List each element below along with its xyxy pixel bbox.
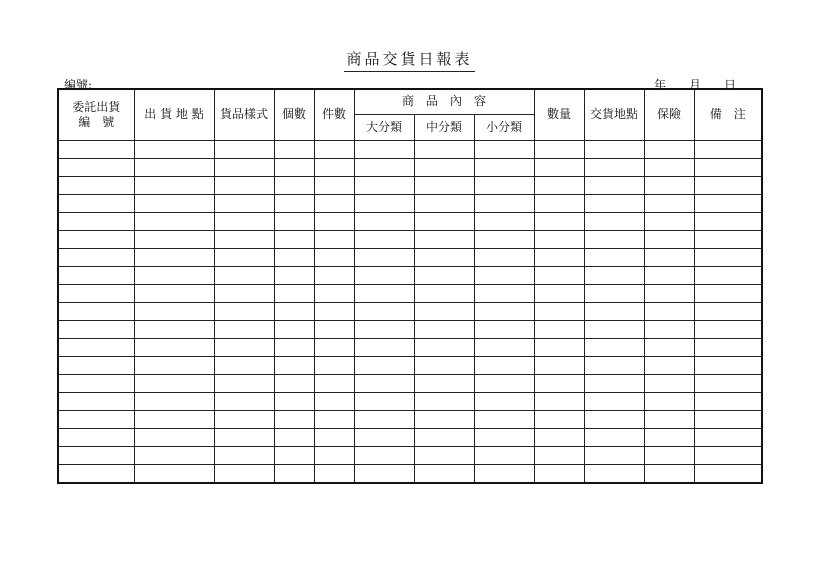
table-row (58, 176, 762, 194)
table-cell[interactable] (58, 410, 134, 428)
table-row (58, 212, 762, 230)
month-label: 月 (689, 78, 702, 92)
table-cell[interactable] (694, 284, 762, 302)
table-cell[interactable] (58, 428, 134, 446)
table-cell[interactable] (474, 248, 534, 266)
table-cell[interactable] (58, 176, 134, 194)
table-cell[interactable] (354, 248, 414, 266)
table-cell[interactable] (134, 194, 214, 212)
header-insurance: 保險 (644, 89, 694, 140)
table-cell[interactable] (58, 320, 134, 338)
table-cell[interactable] (414, 392, 474, 410)
table-cell[interactable] (214, 356, 274, 374)
table-cell[interactable] (414, 374, 474, 392)
table-row (58, 158, 762, 176)
table-cell[interactable] (314, 356, 354, 374)
table-cell[interactable] (414, 338, 474, 356)
table-cell[interactable] (414, 176, 474, 194)
table-row (58, 338, 762, 356)
table-cell[interactable] (314, 392, 354, 410)
table-cell[interactable] (474, 212, 534, 230)
table-cell[interactable] (474, 392, 534, 410)
table-cell[interactable] (644, 446, 694, 464)
table-row (58, 266, 762, 284)
table-cell[interactable] (584, 446, 644, 464)
table-cell[interactable] (534, 446, 584, 464)
table-row (58, 464, 762, 483)
table-cell[interactable] (274, 356, 314, 374)
table-cell[interactable] (584, 284, 644, 302)
table-cell[interactable] (274, 212, 314, 230)
table-cell[interactable] (134, 212, 214, 230)
table-cell[interactable] (58, 446, 134, 464)
table-row (58, 320, 762, 338)
page-title (0, 48, 819, 72)
table-cell[interactable] (134, 428, 214, 446)
table-cell[interactable] (354, 428, 414, 446)
table-cell[interactable] (474, 266, 534, 284)
table-cell[interactable] (584, 248, 644, 266)
header-items: 件數 (314, 89, 354, 140)
table-cell[interactable] (534, 464, 584, 483)
table-row (58, 428, 762, 446)
table-cell[interactable] (214, 140, 274, 158)
table-cell[interactable] (274, 248, 314, 266)
table-cell[interactable] (474, 302, 534, 320)
table-cell[interactable] (414, 230, 474, 248)
table-cell[interactable] (314, 158, 354, 176)
header-consignment-no-line2: 編 號 (78, 114, 115, 129)
table-cell[interactable] (414, 158, 474, 176)
table-cell[interactable] (474, 194, 534, 212)
table-cell[interactable] (214, 284, 274, 302)
table-cell[interactable] (584, 464, 644, 483)
table-cell[interactable] (474, 464, 534, 483)
table-cell[interactable] (58, 140, 134, 158)
table-row (58, 194, 762, 212)
table-cell[interactable] (314, 428, 354, 446)
header-contents-group: 商 品 內 容 (354, 89, 534, 114)
table-cell[interactable] (274, 176, 314, 194)
table-cell[interactable] (534, 338, 584, 356)
table-cell[interactable] (134, 302, 214, 320)
table-cell[interactable] (354, 230, 414, 248)
table-cell[interactable] (644, 212, 694, 230)
table-cell[interactable] (314, 266, 354, 284)
table-cell[interactable] (534, 302, 584, 320)
table-cell[interactable] (214, 158, 274, 176)
table-cell[interactable] (274, 338, 314, 356)
table-row (58, 140, 762, 158)
table-cell[interactable] (534, 428, 584, 446)
table-cell[interactable] (134, 284, 214, 302)
table-cell[interactable] (694, 356, 762, 374)
table-cell[interactable] (214, 374, 274, 392)
table-cell[interactable] (134, 140, 214, 158)
table-cell[interactable] (474, 374, 534, 392)
table-cell[interactable] (474, 428, 534, 446)
table-cell[interactable] (354, 266, 414, 284)
table-cell[interactable] (134, 230, 214, 248)
table-cell[interactable] (694, 212, 762, 230)
table-cell[interactable] (354, 464, 414, 483)
table-cell[interactable] (274, 428, 314, 446)
table-cell[interactable] (354, 338, 414, 356)
table-cell[interactable] (58, 284, 134, 302)
table-cell[interactable] (584, 392, 644, 410)
header-middle-category: 中分類 (414, 114, 474, 140)
table-cell[interactable] (694, 464, 762, 483)
table-cell[interactable] (314, 176, 354, 194)
table-cell[interactable] (354, 140, 414, 158)
table-cell[interactable] (354, 410, 414, 428)
table-cell[interactable] (474, 410, 534, 428)
table-cell[interactable] (644, 230, 694, 248)
table-cell[interactable] (214, 266, 274, 284)
table-cell[interactable] (134, 374, 214, 392)
delivery-report-table (57, 88, 763, 484)
table-cell[interactable] (354, 302, 414, 320)
table-cell[interactable] (414, 284, 474, 302)
table-cell[interactable] (354, 284, 414, 302)
table-cell[interactable] (414, 320, 474, 338)
table-cell[interactable] (354, 320, 414, 338)
table-cell[interactable] (584, 302, 644, 320)
table-cell[interactable] (414, 302, 474, 320)
table-cell[interactable] (414, 428, 474, 446)
table-row (58, 302, 762, 320)
table-cell[interactable] (474, 284, 534, 302)
table-cell[interactable] (134, 464, 214, 483)
table-cell[interactable] (214, 248, 274, 266)
table-cell[interactable] (214, 302, 274, 320)
table-cell[interactable] (534, 248, 584, 266)
table-cell[interactable] (644, 338, 694, 356)
table-cell[interactable] (354, 158, 414, 176)
table-row (58, 374, 762, 392)
table-cell[interactable] (644, 266, 694, 284)
table-cell[interactable] (644, 302, 694, 320)
table-cell[interactable] (134, 356, 214, 374)
table-cell[interactable] (584, 176, 644, 194)
table-cell[interactable] (414, 212, 474, 230)
table-cell[interactable] (414, 410, 474, 428)
table-cell[interactable] (314, 446, 354, 464)
header-shipping-place: 出 貨 地 點 (134, 89, 214, 140)
table-cell[interactable] (274, 230, 314, 248)
table-cell[interactable] (214, 464, 274, 483)
table-cell[interactable] (474, 140, 534, 158)
table-cell[interactable] (694, 428, 762, 446)
table-cell[interactable] (534, 320, 584, 338)
table-cell[interactable] (214, 230, 274, 248)
table-cell[interactable] (644, 284, 694, 302)
table-cell[interactable] (584, 338, 644, 356)
table-cell[interactable] (584, 356, 644, 374)
table-cell[interactable] (694, 140, 762, 158)
table-cell[interactable] (644, 320, 694, 338)
table-cell[interactable] (414, 194, 474, 212)
table-row (58, 230, 762, 248)
header-remarks: 備 注 (694, 89, 762, 140)
table-cell[interactable] (314, 338, 354, 356)
table-cell[interactable] (644, 140, 694, 158)
table-cell[interactable] (274, 284, 314, 302)
table-cell[interactable] (314, 140, 354, 158)
table-cell[interactable] (414, 248, 474, 266)
table-cell[interactable] (58, 464, 134, 483)
day-label: 日 (724, 78, 737, 92)
table-cell[interactable] (134, 266, 214, 284)
table-cell[interactable] (414, 140, 474, 158)
table-body (58, 140, 762, 483)
table-cell[interactable] (584, 158, 644, 176)
table-cell[interactable] (474, 320, 534, 338)
table-cell[interactable] (644, 392, 694, 410)
table-cell[interactable] (534, 410, 584, 428)
table-cell[interactable] (474, 176, 534, 194)
table-cell[interactable] (314, 320, 354, 338)
table-cell[interactable] (534, 176, 584, 194)
table-cell[interactable] (534, 266, 584, 284)
table-cell[interactable] (58, 392, 134, 410)
table-cell[interactable] (584, 428, 644, 446)
table-cell[interactable] (584, 320, 644, 338)
table-cell[interactable] (644, 374, 694, 392)
table-cell[interactable] (644, 356, 694, 374)
table-cell[interactable] (694, 176, 762, 194)
number-label: 編號: (64, 78, 93, 92)
header-minor-category: 小分類 (474, 114, 534, 140)
table-cell[interactable] (314, 194, 354, 212)
table-cell[interactable] (274, 266, 314, 284)
table-cell[interactable] (694, 374, 762, 392)
table-cell[interactable] (134, 446, 214, 464)
table-cell[interactable] (214, 338, 274, 356)
table-cell[interactable] (134, 158, 214, 176)
table-cell[interactable] (314, 410, 354, 428)
table-cell[interactable] (58, 356, 134, 374)
table-cell[interactable] (474, 158, 534, 176)
table-row (58, 410, 762, 428)
table-cell[interactable] (584, 266, 644, 284)
table-cell[interactable] (534, 212, 584, 230)
table-cell[interactable] (644, 464, 694, 483)
table-cell[interactable] (694, 266, 762, 284)
table-cell[interactable] (314, 212, 354, 230)
table-cell[interactable] (214, 212, 274, 230)
header-consignment-no-line1: 委託出貨 (72, 99, 121, 114)
table-cell[interactable] (694, 302, 762, 320)
table-cell[interactable] (354, 356, 414, 374)
header-major-category: 大分類 (354, 114, 414, 140)
table-cell[interactable] (134, 392, 214, 410)
table-cell[interactable] (534, 392, 584, 410)
table-cell[interactable] (58, 302, 134, 320)
table-cell[interactable] (694, 410, 762, 428)
table-cell[interactable] (584, 230, 644, 248)
table-cell[interactable] (354, 446, 414, 464)
table-cell[interactable] (354, 176, 414, 194)
table-cell[interactable] (274, 392, 314, 410)
table-cell[interactable] (274, 140, 314, 158)
table-cell[interactable] (534, 158, 584, 176)
table-cell[interactable] (534, 374, 584, 392)
table-cell[interactable] (584, 374, 644, 392)
header-quantity: 數量 (534, 89, 584, 140)
table-cell[interactable] (414, 356, 474, 374)
header-consignment-no (58, 89, 134, 140)
table-cell[interactable] (134, 176, 214, 194)
table-cell[interactable] (274, 410, 314, 428)
table-row (58, 248, 762, 266)
table-cell[interactable] (534, 194, 584, 212)
table-cell[interactable] (534, 230, 584, 248)
table-cell[interactable] (644, 248, 694, 266)
table-cell[interactable] (474, 446, 534, 464)
header-pieces: 個數 (274, 89, 314, 140)
table-cell[interactable] (134, 248, 214, 266)
table-cell[interactable] (58, 158, 134, 176)
table-row (58, 284, 762, 302)
table-cell[interactable] (474, 230, 534, 248)
table-cell[interactable] (354, 212, 414, 230)
table-cell[interactable] (58, 338, 134, 356)
table-cell[interactable] (314, 230, 354, 248)
table-cell[interactable] (214, 194, 274, 212)
table-cell[interactable] (314, 464, 354, 483)
table-cell[interactable] (214, 392, 274, 410)
table-cell[interactable] (314, 302, 354, 320)
table-cell[interactable] (314, 284, 354, 302)
table-cell[interactable] (274, 320, 314, 338)
table-cell[interactable] (474, 338, 534, 356)
table-cell[interactable] (584, 212, 644, 230)
table-cell[interactable] (644, 194, 694, 212)
table-cell[interactable] (584, 410, 644, 428)
header-goods-style: 貨品樣式 (214, 89, 274, 140)
table-cell[interactable] (584, 194, 644, 212)
table-row (58, 446, 762, 464)
table-cell[interactable] (274, 374, 314, 392)
year-label: 年 (654, 78, 667, 92)
table-cell[interactable] (474, 356, 534, 374)
table-cell[interactable] (644, 428, 694, 446)
table-cell[interactable] (644, 158, 694, 176)
table-cell[interactable] (644, 410, 694, 428)
title-text: 商品交貨日報表 (344, 48, 474, 72)
table-cell[interactable] (414, 464, 474, 483)
table-cell[interactable] (354, 194, 414, 212)
table-cell[interactable] (694, 320, 762, 338)
table-cell[interactable] (58, 248, 134, 266)
table-cell[interactable] (694, 248, 762, 266)
table-cell[interactable] (694, 158, 762, 176)
table-cell[interactable] (214, 320, 274, 338)
table-cell[interactable] (214, 176, 274, 194)
table-cell[interactable] (694, 338, 762, 356)
table-cell[interactable] (314, 374, 354, 392)
table-cell[interactable] (584, 140, 644, 158)
table-cell[interactable] (58, 230, 134, 248)
table-cell[interactable] (274, 194, 314, 212)
header-delivery-place: 交貨地點 (584, 89, 644, 140)
table-cell[interactable] (134, 410, 214, 428)
table-cell[interactable] (214, 410, 274, 428)
table-cell[interactable] (354, 374, 414, 392)
table-row (58, 392, 762, 410)
table-cell[interactable] (414, 446, 474, 464)
table-cell[interactable] (534, 356, 584, 374)
table-cell[interactable] (694, 392, 762, 410)
table-cell[interactable] (354, 392, 414, 410)
table-cell[interactable] (534, 284, 584, 302)
table-cell[interactable] (414, 266, 474, 284)
table-cell[interactable] (534, 140, 584, 158)
table-cell[interactable] (58, 194, 134, 212)
table-cell[interactable] (214, 428, 274, 446)
table-cell[interactable] (274, 464, 314, 483)
table-cell[interactable] (58, 212, 134, 230)
table-cell[interactable] (314, 248, 354, 266)
table-cell[interactable] (274, 158, 314, 176)
table-cell[interactable] (694, 446, 762, 464)
table-cell[interactable] (134, 320, 214, 338)
table-cell[interactable] (274, 446, 314, 464)
table-cell[interactable] (694, 194, 762, 212)
table-row (58, 356, 762, 374)
table-cell[interactable] (644, 176, 694, 194)
table-cell[interactable] (694, 230, 762, 248)
table-cell[interactable] (214, 446, 274, 464)
table-cell[interactable] (58, 266, 134, 284)
table-cell[interactable] (58, 374, 134, 392)
table-cell[interactable] (274, 302, 314, 320)
table-cell[interactable] (134, 338, 214, 356)
